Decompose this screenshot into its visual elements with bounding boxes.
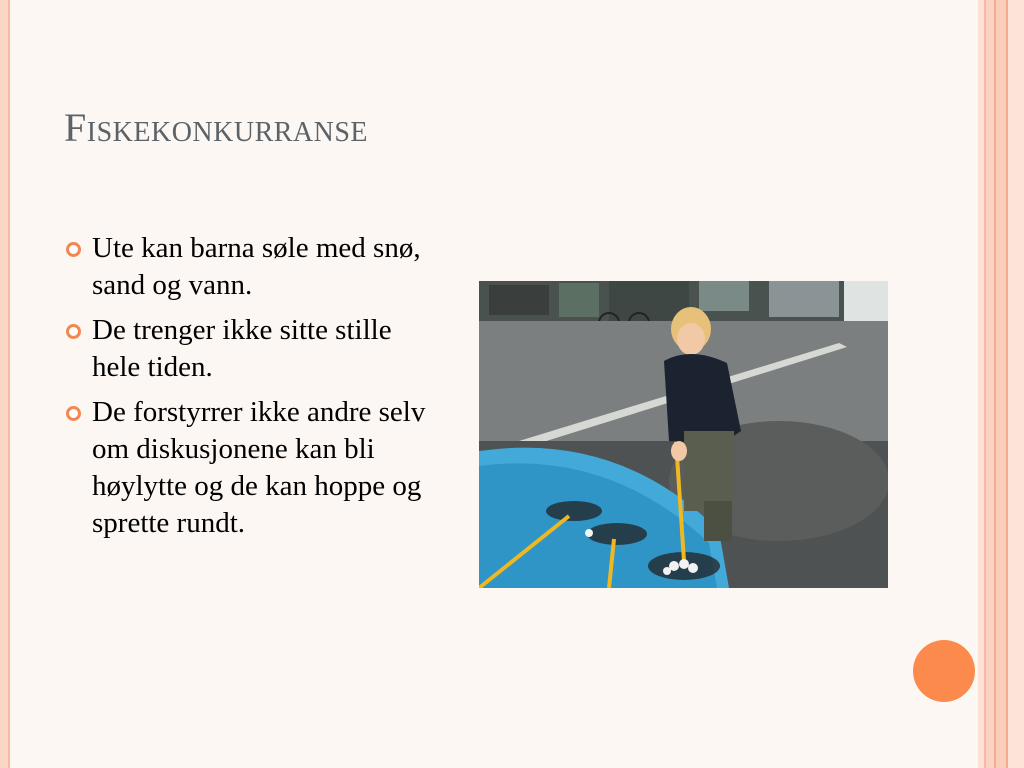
ring-bullet-icon [66,324,81,339]
bullet-text: De trenger ikke sitte stille hele tiden. [92,314,392,383]
orange-decorative-circle [913,640,975,702]
bullet-list [64,230,434,550]
photo-child-fishing-pool [479,281,888,588]
right-stripe [1008,0,1024,768]
left-decorative-bar [0,0,10,768]
bullet-item [64,312,434,386]
bullet-text: De forstyrrer ikke andre selv om diskusjonene kan bli høylytte og de kan hoppe og sprette rundt. [92,396,426,539]
bullet-item [64,394,434,542]
ring-bullet-icon [66,242,81,257]
slide-title: Fiskekonkurranse [64,105,369,150]
bullet-text: Ute kan barna søle med snø, sand og vann. [92,232,421,301]
right-stripe [986,0,994,768]
right-stripe [996,0,1006,768]
ring-bullet-icon [66,406,81,421]
bullet-item [64,230,434,304]
